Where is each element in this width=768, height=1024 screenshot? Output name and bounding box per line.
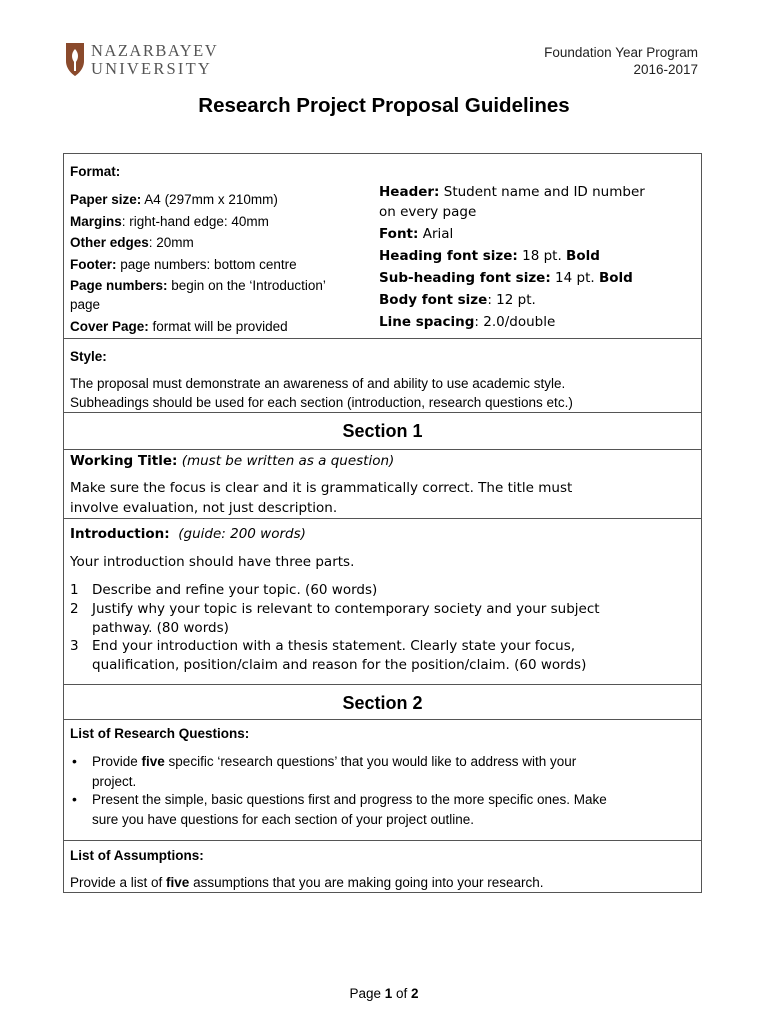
intro-item-2: Justify why your topic is relevant to contemporary society and your subject [92,601,600,617]
working-title-label: Working Title: (must be written as a question) [70,453,395,469]
research-questions-heading: List of Research Questions: [70,726,250,741]
format-header: Header: Student name and ID number [379,184,645,200]
page-footer: Page 1 of 2 [349,986,419,1001]
university-logo [64,41,254,81]
intro-item-2-num: 2 [70,601,79,617]
logo-emblem-icon [64,41,86,77]
section2-title: Section 2 [342,693,423,713]
bullet-icon: • [72,753,77,769]
program-year: 2016-2017 [633,62,698,77]
format-line-spacing: Line spacing: 2.0/double [379,314,556,330]
introduction-text: Your introduction should have three parts. [70,554,355,570]
format-paper-size: Paper size: A4 (297mm x 210mm) [70,192,278,207]
format-footer: Footer: page numbers: bottom centre [70,257,297,272]
format-body-size: Body font size: 12 pt. [379,292,536,308]
intro-item-1: Describe and refine your topic. (60 words) [92,582,378,598]
introduction-label: Introduction: (guide: 200 words) [70,526,306,542]
style-section [63,338,702,413]
style-line2: Subheadings should be used for each section (introduction, research questions etc.) [70,395,573,410]
format-margins: Margins: right-hand edge: 40mm [70,214,269,229]
page-total: 2 [411,986,419,1001]
page-title: Research Project Proposal Guidelines [198,94,570,117]
intro-item-3: End your introduction with a thesis statement. Clearly state your focus, [92,638,576,654]
working-title-line1: Make sure the focus is clear and it is grammatically correct. The title must [70,480,573,496]
bullet-icon: • [72,791,77,807]
research-questions-section [63,719,702,841]
format-heading-size: Heading font size: 18 pt. Bold [379,248,600,264]
section1-header [63,412,702,450]
format-subheading-size: Sub-heading font size: 14 pt. Bold [379,270,633,286]
assumptions-heading: List of Assumptions: [70,848,204,863]
format-other-edges: Other edges: 20mm [70,235,194,250]
rq-bullet-2: Present the simple, basic questions first and progress to the more specific ones. Make [92,792,607,807]
rq-bullet-2-cont: sure you have questions for each section of your project outline. [92,812,474,827]
assumptions-text: Provide a list of five assumptions that you are making going into your research. [70,875,544,890]
introduction-section [63,518,702,685]
section2-header [63,684,702,720]
format-page-numbers-cont: page [70,297,101,312]
format-font: Font: Arial [379,226,454,242]
intro-item-3-cont: qualification, position/claim and reason for the position/claim. (60 words) [92,657,587,673]
style-line1: The proposal must demonstrate an awareness of and ability to use academic style. [70,376,566,391]
style-heading: Style: [70,349,107,364]
program-name: Foundation Year Program [544,45,698,60]
rq-bullet-1-cont: project. [92,774,137,789]
section1-title: Section 1 [342,421,423,441]
format-cover-page: Cover Page: format will be provided [70,319,288,334]
assumptions-section [63,840,702,893]
format-heading: Format: [70,164,121,179]
intro-item-1-num: 1 [70,582,79,598]
format-section [63,153,702,339]
working-title-section [63,449,702,519]
rq-bullet-1: Provide five specific ‘research questions’ that you would like to address with your [92,754,577,769]
intro-item-3-num: 3 [70,638,79,654]
working-title-line2: involve evaluation, not just description. [70,500,338,516]
logo-text-line1: NAZARBAYEV [91,41,219,60]
header-program [544,44,698,78]
intro-item-2-cont: pathway. (80 words) [92,620,229,636]
page-number: 1 [384,986,393,1001]
format-header-cont: on every page [379,204,477,220]
logo-text-line2: UNIVERSITY [91,59,212,78]
format-page-numbers: Page numbers: begin on the ‘Introduction’ [70,278,326,293]
